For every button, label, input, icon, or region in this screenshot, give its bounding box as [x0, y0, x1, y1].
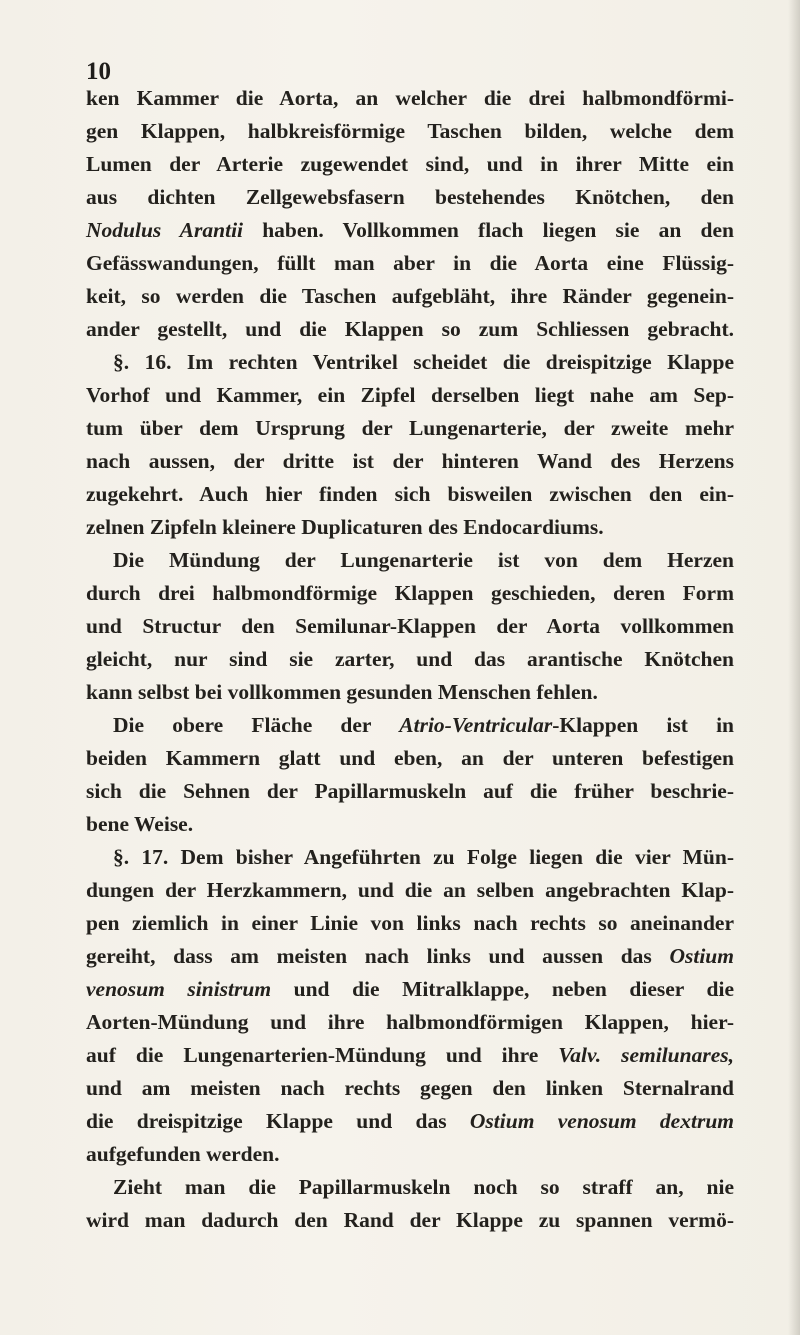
text-line: Aorten-Mündung und ihre halbmondförmigen Klappen, hier- — [86, 1010, 734, 1034]
section-start-16: §. 16. Im rechten Ventrikel scheidet die dreispitzige Klappe — [113, 350, 734, 374]
latin-term: venosum sinistrum — [86, 977, 272, 1001]
text-line: beiden Kammern glatt und eben, an der unteren befestigen — [86, 746, 734, 770]
text-line: dungen der Herzkammern, und die an selben angebrachten Klap- — [86, 878, 734, 902]
text-line: venosum sinistrum und die Mitralklappe, neben dieser die — [86, 977, 734, 1001]
text-line: gereiht, dass am meisten nach links und aussen das Ostium — [86, 944, 734, 968]
latin-term: Nodulus Arantii — [86, 218, 244, 242]
text-line: pen ziemlich in einer Linie von links nach rechts so aneinander — [86, 911, 734, 935]
paragraph-start: Die obere Fläche der Atrio-Ventricular-Klappen ist in — [113, 713, 735, 737]
text-line: zelnen Zipfeln kleinere Duplicaturen des Endocardiums. — [86, 515, 604, 539]
text-line: keit, so werden die Taschen aufgebläht, ihre Ränder gegenein- — [86, 284, 734, 308]
paragraph-start: Zieht man die Papillarmuskeln noch so straff an, nie — [113, 1175, 734, 1199]
page-edge-shadow — [788, 0, 800, 1335]
text-line: durch drei halbmondförmige Klappen geschieden, deren Form — [86, 581, 734, 605]
paragraph-start: Die Mündung der Lungenarterie ist von dem Herzen — [113, 548, 734, 572]
latin-term: Ostium — [669, 944, 734, 968]
body-text — [86, 82, 734, 1237]
text-line: ken Kammer die Aorta, an welcher die drei halbmondförmi- — [86, 86, 734, 110]
latin-term: Valv. semilunares, — [558, 1043, 734, 1067]
text-line: wird man dadurch den Rand der Klappe zu spannen vermö- — [86, 1208, 734, 1232]
text-line: aus dichten Zellgewebsfasern bestehendes Knötchen, den — [86, 185, 734, 209]
text-line: gen Klappen, halbkreisförmige Taschen bilden, welche dem — [86, 119, 734, 143]
text-line: tum über dem Ursprung der Lungenarterie, der zweite mehr — [86, 416, 734, 440]
page-number: 10 — [86, 58, 111, 85]
text-line: ander gestellt, und die Klappen so zum Schliessen gebracht. — [86, 317, 734, 341]
text-line: gleicht, nur sind sie zarter, und das arantische Knötchen — [86, 647, 734, 671]
text-line: nach aussen, der dritte ist der hinteren Wand des Herzens — [86, 449, 734, 473]
latin-term: Atrio-Ventricular — [399, 713, 553, 737]
text-line: die dreispitzige Klappe und das Ostium venosum dextrum — [86, 1109, 735, 1133]
text-line: Lumen der Arterie zugewendet sind, und in ihrer Mitte ein — [86, 152, 734, 176]
text-line: zugekehrt. Auch hier finden sich bisweilen zwischen den ein- — [86, 482, 734, 506]
text-line: bene Weise. — [86, 812, 194, 836]
text-line: Gefässwandungen, füllt man aber in die Aorta eine Flüssig- — [86, 251, 734, 275]
text-line: und am meisten nach rechts gegen den linken Sternalrand — [86, 1076, 734, 1100]
text-line: auf die Lungenarterien-Mündung und ihre Valv. semilunares, — [86, 1043, 734, 1067]
section-start-17: §. 17. Dem bisher Angeführten zu Folge liegen die vier Mün- — [113, 845, 734, 869]
text-line: aufgefunden werden. — [86, 1142, 280, 1166]
text-line: sich die Sehnen der Papillarmuskeln auf die früher beschrie- — [86, 779, 734, 803]
latin-term: Ostium venosum dextrum — [469, 1109, 735, 1133]
text-line: kann selbst bei vollkommen gesunden Menschen fehlen. — [86, 680, 598, 704]
text-line: und Structur den Semilunar-Klappen der Aorta vollkommen — [86, 614, 734, 638]
text-line: Vorhof und Kammer, ein Zipfel derselben liegt nahe am Sep- — [86, 383, 734, 407]
text-line: Nodulus Arantii haben. Vollkommen flach liegen sie an den — [86, 218, 734, 242]
